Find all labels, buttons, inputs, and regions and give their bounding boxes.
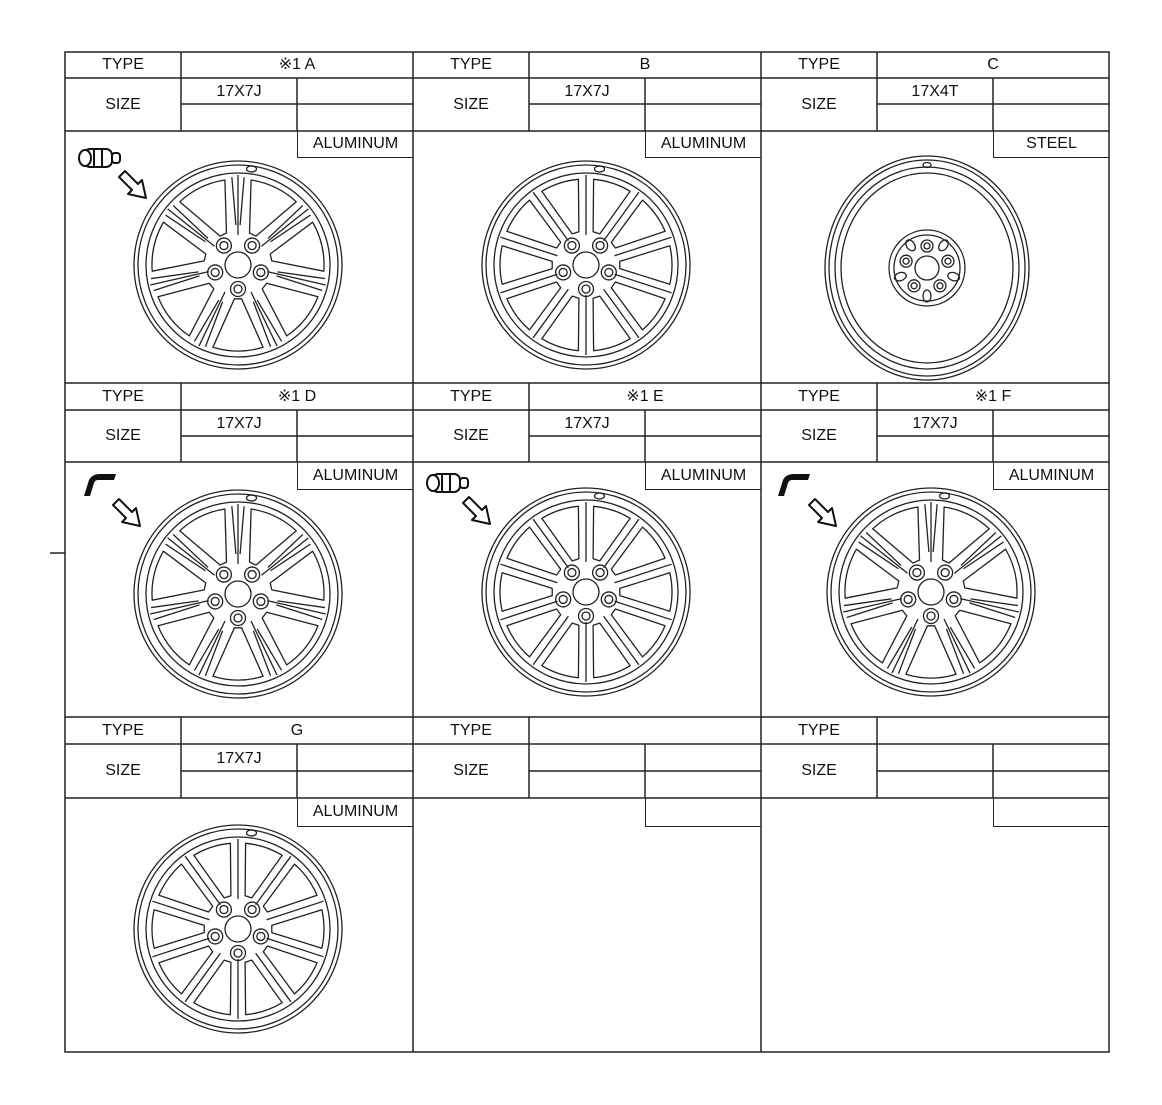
size-value-a: 17X7J bbox=[216, 83, 262, 100]
type-value-b: B bbox=[639, 56, 651, 73]
wheel-g-icon bbox=[133, 824, 343, 1034]
material-label-a: ALUMINUM bbox=[297, 131, 413, 158]
wheel-f-icon bbox=[826, 487, 1036, 697]
type-label: TYPE bbox=[102, 387, 144, 405]
type-label: TYPE bbox=[798, 721, 840, 739]
size-label: SIZE bbox=[105, 762, 141, 779]
material-label-g: ALUMINUM bbox=[297, 798, 413, 827]
size-value-b: 17X7J bbox=[564, 83, 610, 100]
size-value-f: 17X7J bbox=[912, 415, 958, 432]
size-value-h bbox=[529, 746, 645, 771]
wheel-b-icon bbox=[481, 160, 691, 370]
material-label-b: ALUMINUM bbox=[645, 131, 761, 158]
size-label: SIZE bbox=[105, 95, 141, 113]
size-label: SIZE bbox=[801, 427, 837, 444]
type-value-i bbox=[877, 717, 1109, 744]
size-value-g: 17X7J bbox=[216, 749, 262, 767]
type-value-h bbox=[529, 717, 761, 744]
size-label: SIZE bbox=[453, 95, 489, 113]
material-label-h bbox=[645, 798, 761, 827]
type-label: TYPE bbox=[798, 387, 840, 405]
arrow-icon bbox=[460, 494, 494, 528]
type-value-d: ※1 D bbox=[277, 387, 317, 405]
clip-mark-icon bbox=[80, 472, 120, 498]
arrow-icon bbox=[116, 168, 150, 202]
material-label-e: ALUMINUM bbox=[645, 462, 761, 490]
material-label-i bbox=[993, 798, 1109, 827]
size-label: SIZE bbox=[801, 762, 837, 779]
arrow-icon bbox=[110, 496, 144, 530]
size-value-i bbox=[877, 746, 993, 771]
type-label: TYPE bbox=[450, 387, 492, 405]
type-label: TYPE bbox=[102, 56, 144, 73]
type-label: TYPE bbox=[450, 56, 492, 73]
type-value-e: ※1 E bbox=[626, 387, 664, 405]
arrow-icon bbox=[806, 496, 840, 530]
type-label: TYPE bbox=[450, 721, 492, 739]
size-label: SIZE bbox=[453, 427, 489, 444]
type-value-c: C bbox=[987, 56, 999, 73]
wheel-d-icon bbox=[133, 489, 343, 699]
size-label: SIZE bbox=[105, 427, 141, 444]
size-label: SIZE bbox=[453, 762, 489, 779]
size-value-d: 17X7J bbox=[216, 415, 262, 432]
clip-mark-icon bbox=[774, 472, 814, 498]
material-label-c: STEEL bbox=[993, 131, 1109, 158]
material-label-f: ALUMINUM bbox=[993, 462, 1109, 490]
size-value-e: 17X7J bbox=[564, 415, 610, 432]
type-value-f: ※1 F bbox=[974, 387, 1012, 405]
type-value-a: ※1 A bbox=[278, 56, 316, 73]
wheel-c-icon bbox=[824, 154, 1030, 382]
wheel-a-icon bbox=[133, 160, 343, 370]
type-label: TYPE bbox=[798, 56, 840, 73]
wheel-e-icon bbox=[481, 487, 691, 697]
material-label-d: ALUMINUM bbox=[297, 462, 413, 490]
size-label: SIZE bbox=[801, 95, 837, 113]
type-label: TYPE bbox=[102, 721, 144, 739]
size-value-c: 17X4T bbox=[911, 83, 959, 100]
type-value-g: G bbox=[290, 721, 304, 739]
